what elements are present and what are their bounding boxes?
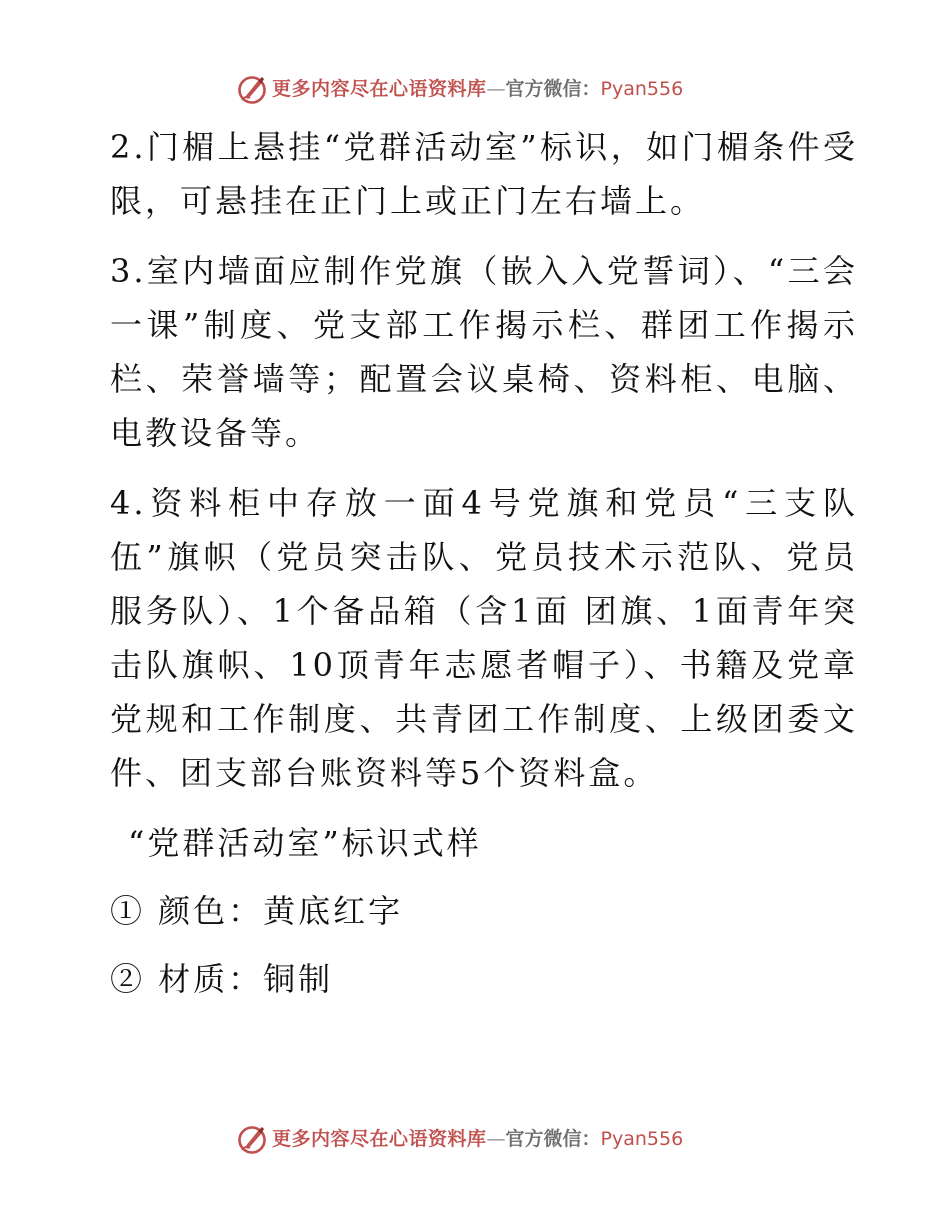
watermark-wechat-label: 官方微信： bbox=[505, 1127, 601, 1150]
watermark-slogan: 更多内容尽在心语资料库 bbox=[272, 77, 487, 100]
sign-style-caption: “党群活动室”标识式样 bbox=[128, 824, 482, 862]
pen-logo-icon bbox=[236, 73, 268, 105]
pen-logo-icon bbox=[236, 1123, 268, 1155]
watermark-dash: — bbox=[486, 1127, 506, 1150]
watermark-dash: — bbox=[486, 77, 506, 100]
watermark-wechat-label: 官方微信： bbox=[505, 77, 601, 100]
footer-watermark bbox=[236, 1122, 756, 1156]
document-body bbox=[98, 120, 858, 1020]
watermark-wechat-id: Pyan556 bbox=[600, 1127, 684, 1150]
paragraph-item-4: 4.资料柜中存放一面4号党旗和党员“三支队伍”旗帜（党员突击队、党员技术示范队、党员服务队）、1个备品箱（含1面 团旗、1面青年突击队旗帜、10顶青年志愿者帽子）、书籍及党章党规和工作制度、共青团工作制度、上级团委文件、团支部台账资料等5个资料盒。 bbox=[110, 484, 858, 792]
header-watermark bbox=[236, 72, 756, 106]
paragraph-item-3: 3.室内墙面应制作党旗（嵌入入党誓词）、“三会一课”制度、党支部工作揭示栏、群团工作揭示栏、荣誉墙等；配置会议桌椅、资料柜、电脑、电教设备等。 bbox=[110, 252, 858, 452]
paragraph-item-2: 2.门楣上悬挂“党群活动室”标识，如门楣条件受限，可悬挂在正门上或正门左右墙上。 bbox=[110, 128, 858, 220]
sign-material-item: ② 材质：铜制 bbox=[110, 960, 334, 998]
sign-color-item: ① 颜色：黄底红字 bbox=[110, 892, 404, 930]
watermark-text bbox=[272, 77, 684, 100]
watermark-wechat-id: Pyan556 bbox=[600, 77, 684, 100]
watermark-text bbox=[272, 1127, 684, 1150]
watermark-slogan: 更多内容尽在心语资料库 bbox=[272, 1127, 487, 1150]
